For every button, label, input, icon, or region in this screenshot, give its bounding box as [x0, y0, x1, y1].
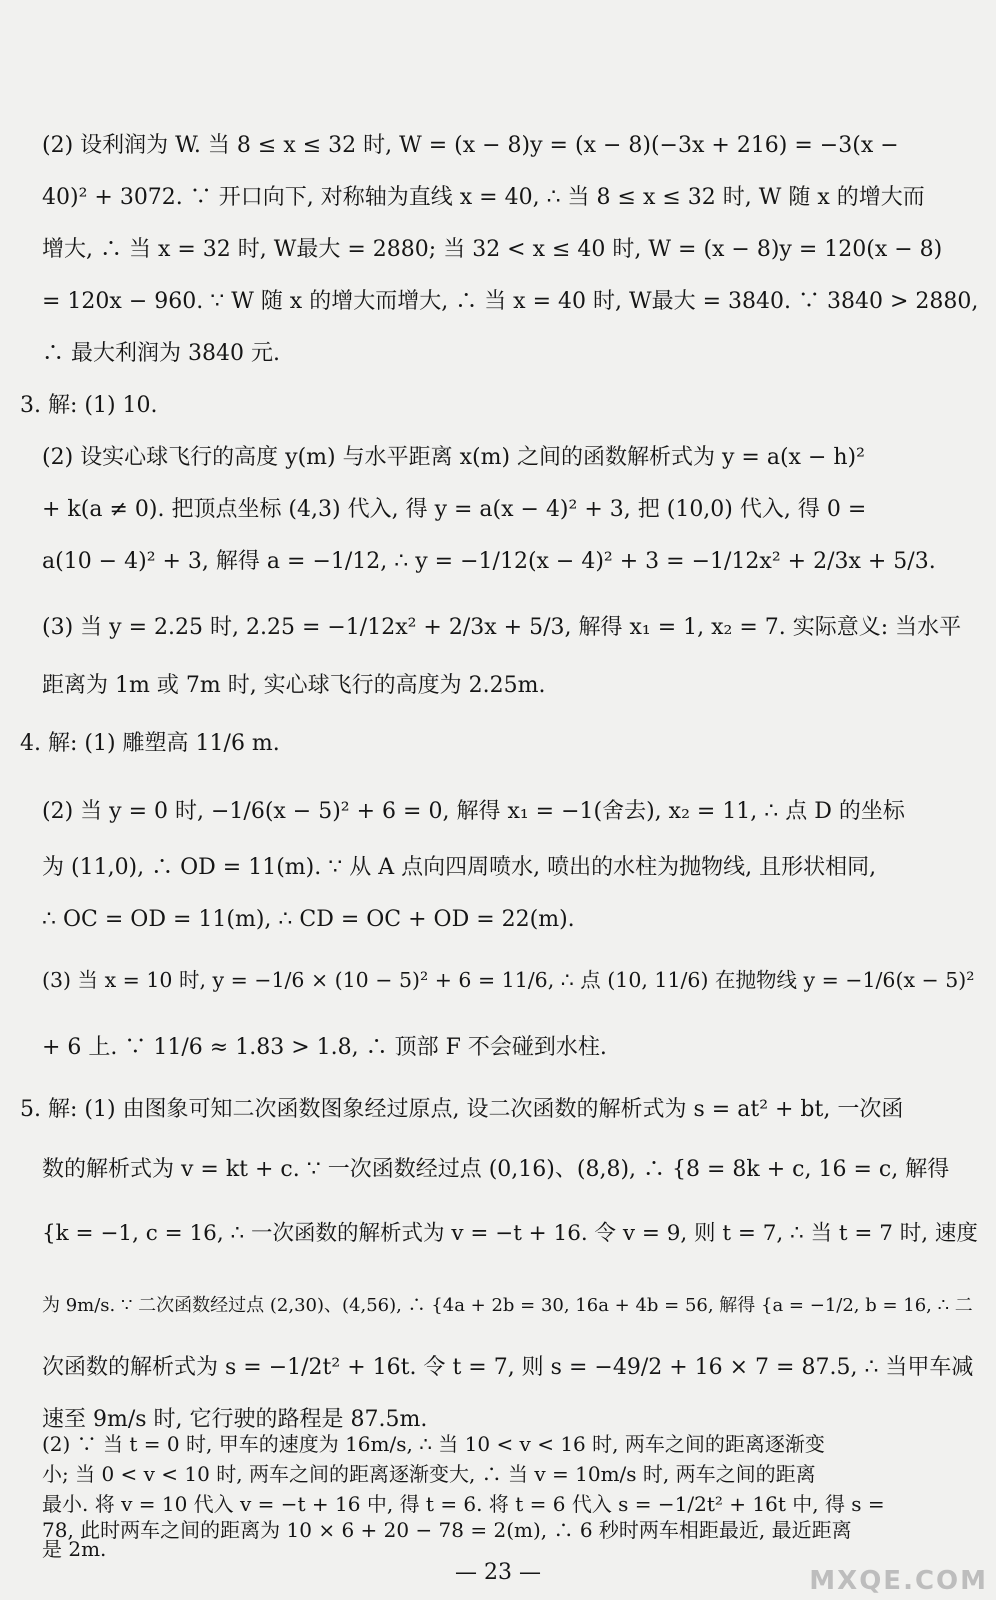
text-line: + k(a ≠ 0). 把顶点坐标 (4,3) 代入, 得 y = a(x − 4)² + 3, 把 (10,0) 代入, 得 0 =	[42, 497, 867, 522]
text-line: 距离为 1m 或 7m 时, 实心球飞行的高度为 2.25m.	[42, 673, 546, 698]
text-line: 速至 9m/s 时, 它行驶的路程是 87.5m.	[42, 1407, 428, 1432]
text-line: 40)² + 3072. ∵ 开口向下, 对称轴为直线 x = 40, ∴ 当 8 ≤ x ≤ 32 时, W 随 x 的增大而	[42, 185, 925, 210]
text-line: (3) 当 x = 10 时, y = −1/6 × (10 − 5)² + 6 = 11/6, ∴ 点 (10, 11/6) 在抛物线 y = −1/6(x − 5)²	[42, 968, 975, 992]
text-line: (2) ∵ 当 t = 0 时, 甲车的速度为 16m/s, ∴ 当 10 < v < 16 时, 两车之间的距离逐渐变	[42, 1432, 825, 1456]
text-line: 是 2m.	[42, 1537, 107, 1561]
text-line: 小; 当 0 < v < 10 时, 两车之间的距离逐渐变大, ∴ 当 v = 10m/s 时, 两车之间的距离	[42, 1462, 816, 1486]
text-line: (2) 设利润为 W. 当 8 ≤ x ≤ 32 时, W = (x − 8)y = (x − 8)(−3x + 216) = −3(x −	[42, 133, 899, 158]
text-line: = 120x − 960. ∵ W 随 x 的增大而增大, ∴ 当 x = 40 时, W最大 = 3840. ∵ 3840 > 2880,	[42, 289, 979, 314]
text-line: 增大, ∴ 当 x = 32 时, W最大 = 2880; 当 32 < x ≤ 40 时, W = (x − 8)y = 120(x − 8)	[42, 237, 943, 262]
text-line: 数的解析式为 v = kt + c. ∵ 一次函数经过点 (0,16)、(8,8), ∴ {8 = 8k + c, 16 = c, 解得	[42, 1157, 950, 1182]
text-line: 次函数的解析式为 s = −1/2t² + 16t. 令 t = 7, 则 s = −49/2 + 16 × 7 = 87.5, ∴ 当甲车减	[42, 1355, 974, 1380]
text-line: 为 (11,0), ∴ OD = 11(m). ∵ 从 A 点向四周喷水, 喷出的水柱为抛物线, 且形状相同,	[42, 855, 877, 880]
text-line: {k = −1, c = 16, ∴ 一次函数的解析式为 v = −t + 16. 令 v = 9, 则 t = 7, ∴ 当 t = 7 时, 速度	[42, 1221, 978, 1246]
text-line: ∴ OC = OD = 11(m), ∴ CD = OC + OD = 22(m).	[42, 907, 575, 932]
problem-3-heading: 3. 解: (1) 10.	[20, 393, 158, 418]
text-line: a(10 − 4)² + 3, 解得 a = −1/12, ∴ y = −1/12(x − 4)² + 3 = −1/12x² + 2/3x + 5/3.	[42, 549, 936, 574]
text-line: 78, 此时两车之间的距离为 10 × 6 + 20 − 78 = 2(m), ∴ 6 秒时两车相距最近, 最近距离	[42, 1518, 852, 1542]
problem-5-heading: 5. 解: (1) 由图象可知二次函数图象经过原点, 设二次函数的解析式为 s = at² + bt, 一次函	[20, 1097, 904, 1122]
watermark-logo: MXQE.COM	[809, 1566, 988, 1596]
text-line: ∴ 最大利润为 3840 元.	[42, 341, 280, 366]
text-line: (3) 当 y = 2.25 时, 2.25 = −1/12x² + 2/3x + 5/3, 解得 x₁ = 1, x₂ = 7. 实际意义: 当水平	[42, 615, 962, 640]
text-line: 为 9m/s. ∵ 二次函数经过点 (2,30)、(4,56), ∴ {4a + 2b = 30, 16a + 4b = 56, 解得 {a = −1/2, b = 16, ∴ 二	[42, 1295, 973, 1316]
text-line: 最小. 将 v = 10 代入 v = −t + 16 中, 得 t = 6. 将 t = 6 代入 s = −1/2t² + 16t 中, 得 s =	[42, 1492, 885, 1516]
page-number: — 23 —	[455, 1560, 541, 1585]
problem-4-heading: 4. 解: (1) 雕塑高 11/6 m.	[20, 731, 280, 756]
text-line: (2) 设实心球飞行的高度 y(m) 与水平距离 x(m) 之间的函数解析式为 y = a(x − h)²	[42, 445, 865, 470]
text-line: (2) 当 y = 0 时, −1/6(x − 5)² + 6 = 0, 解得 x₁ = −1(舍去), x₂ = 11, ∴ 点 D 的坐标	[42, 799, 905, 824]
text-line: + 6 上. ∵ 11/6 ≈ 1.83 > 1.8, ∴ 顶部 F 不会碰到水柱.	[42, 1035, 607, 1060]
